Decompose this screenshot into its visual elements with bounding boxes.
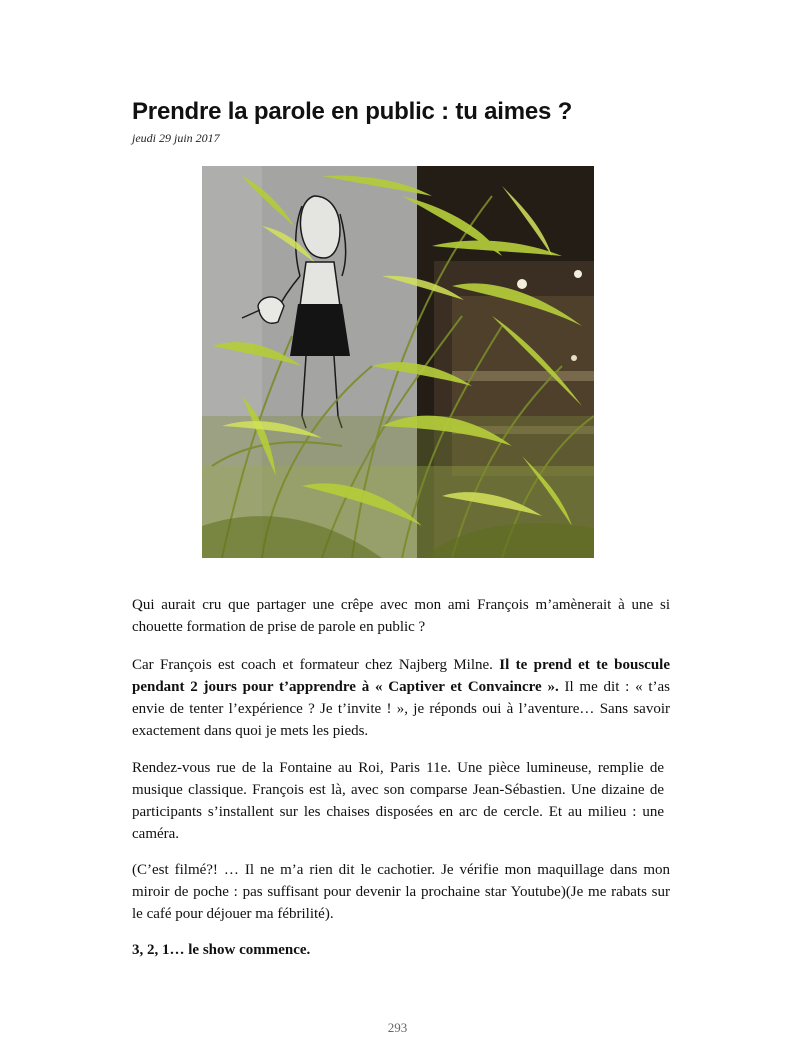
page-number: 293 xyxy=(387,1020,408,1035)
paragraph-4: (C’est filmé?! … Il ne m’a rien dit le cachotier. Je vérifie mon maquillage dans mon miroir de poche : pas suffisant pour devenir la prochaine star Youtube)(Je me rabats sur le café pour déjouer ma fébrilité). xyxy=(132,862,670,922)
paragraph-2 xyxy=(132,654,670,742)
article-photo xyxy=(202,166,594,558)
paragraph-1: Qui aurait cru que partager une crêpe avec mon ami François m’amènerait à une si chouette formation de prise de parole en public ? xyxy=(132,597,670,635)
article-title: Prendre la parole en public : tu aimes ? xyxy=(132,98,573,125)
paragraph-3: Rendez-vous rue de la Fontaine au Roi, Paris 11e. Une pièce lumineuse, remplie de musique classique. François est là, avec son comparse Jean-Sébastien. Une dizaine de participants s’installent sur les chaises disposées en arc de cercle. Et au milieu : une caméra. xyxy=(132,760,664,842)
paragraph-2-intro: Car François est coach et formateur chez Najberg Milne. xyxy=(132,657,500,673)
paragraph-2-rest: Il me dit : « t’as envie de tenter l’expérience ? Je t’invite ! », je réponds oui à l’aventure… Sans savoir exactement dans quoi je mets les pieds. xyxy=(132,679,670,739)
article-date: jeudi 29 juin 2017 xyxy=(132,131,220,145)
paragraph-5: 3, 2, 1… le show commence. xyxy=(132,942,311,958)
paragraph-2-bold: Il te prend et te bouscule pendant 2 jours pour t’apprendre à « Captiver et Convaincre ». xyxy=(132,657,670,695)
